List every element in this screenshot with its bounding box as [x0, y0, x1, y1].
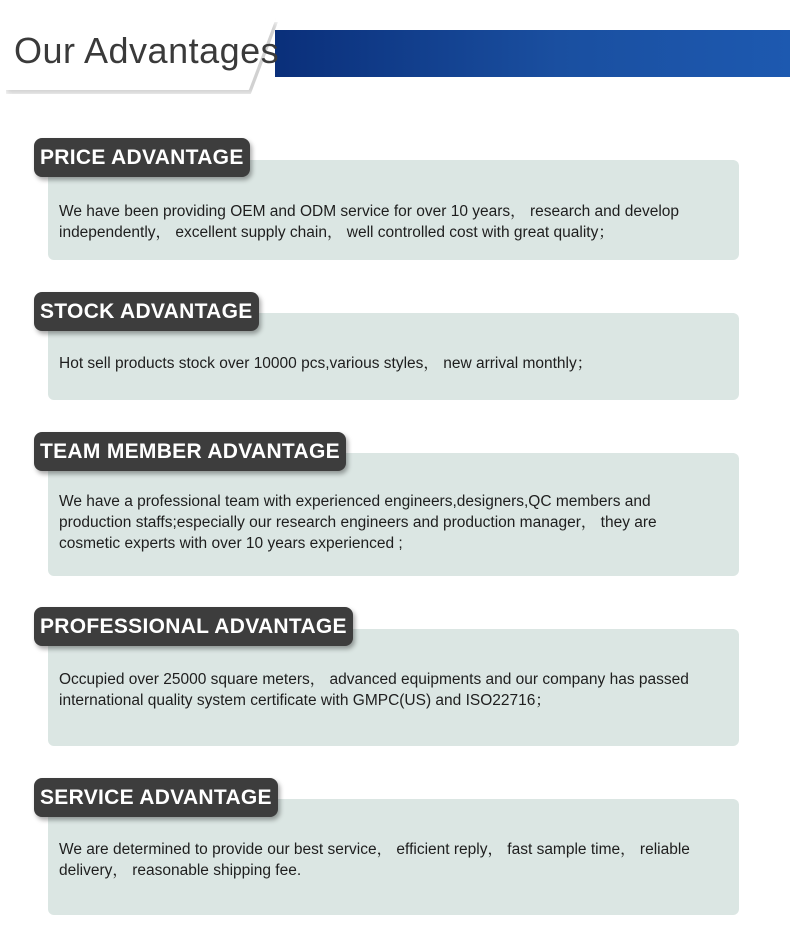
page-title: Our Advantages: [14, 30, 280, 71]
advantage-label: PRICE ADVANTAGE: [34, 138, 250, 177]
header-stripe: [275, 30, 790, 77]
advantage-description: Occupied over 25000 square meters， advanced equipments and our company has passed international quality system certificate with GMPC(US) and ISO22716；: [59, 671, 689, 709]
advantage-label: STOCK ADVANTAGE: [34, 292, 259, 331]
advantage-label: SERVICE ADVANTAGE: [34, 778, 278, 817]
advantage-panel: [48, 453, 739, 576]
advantage-description: Hot sell products stock over 10000 pcs,various styles， new arrival monthly；: [59, 355, 593, 372]
advantage-label: PROFESSIONAL ADVANTAGE: [34, 607, 353, 646]
advantage-description: We have been providing OEM and ODM service for over 10 years， research and develop independently， excellent supply chain， well controlled cost with great quality；: [59, 203, 680, 241]
advantage-description: We are determined to provide our best service， efficient reply， fast sample time， reliable delivery， reasonable shipping fee.: [59, 841, 690, 879]
advantage-panel: [48, 629, 739, 746]
header-banner: [0, 0, 790, 100]
advantage-label: TEAM MEMBER ADVANTAGE: [34, 432, 346, 471]
advantage-description: We have a professional team with experienced engineers,designers,QC members and production staffs;especially our research engineers and production manager， they are cosmetic experts with over 10 years experienced ;: [59, 493, 657, 552]
